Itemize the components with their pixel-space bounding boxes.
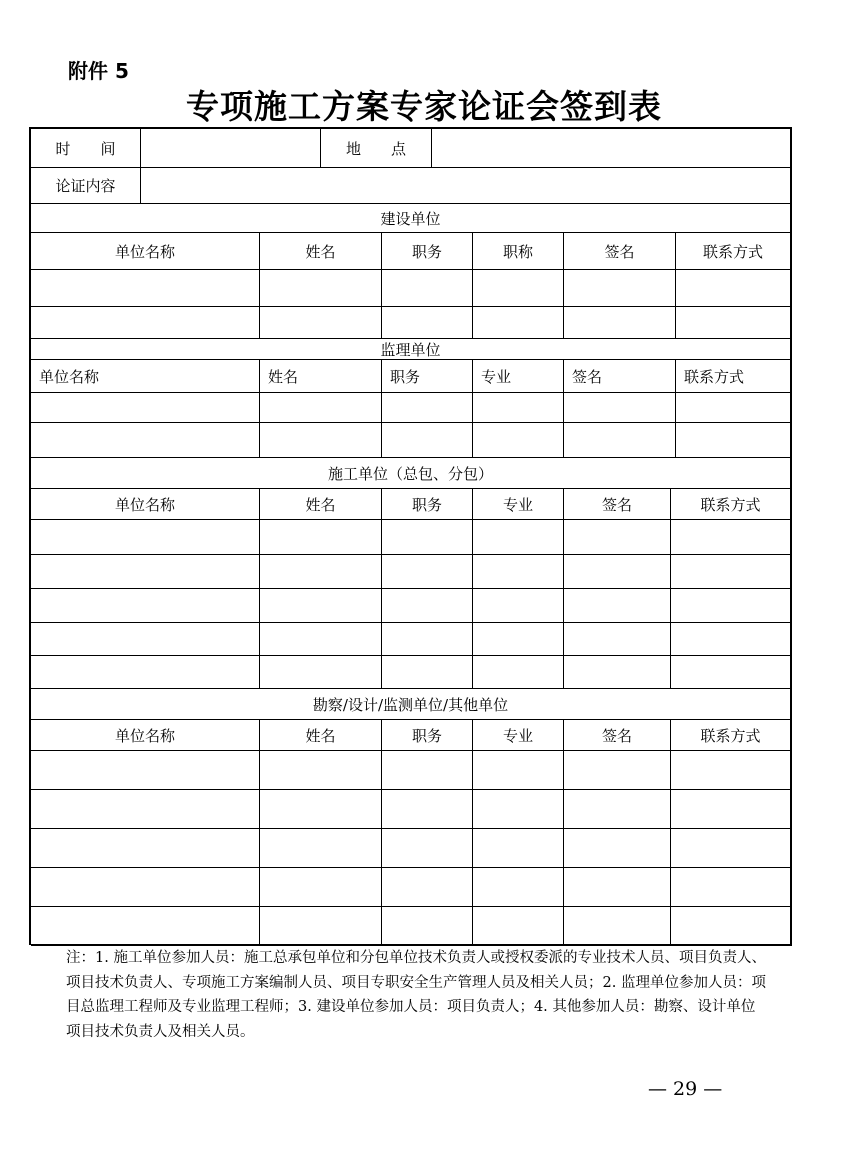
- entry-cell[interactable]: [564, 270, 676, 307]
- section-title: 勘察/设计/监测单位/其他单位: [31, 689, 792, 720]
- column-header: 职称: [473, 233, 564, 270]
- entry-cell[interactable]: [382, 751, 473, 790]
- entry-cell[interactable]: [382, 393, 473, 423]
- entry-cell[interactable]: [564, 555, 671, 589]
- entry-cell[interactable]: [676, 307, 792, 339]
- entry-cell[interactable]: [31, 270, 260, 307]
- entry-cell[interactable]: [564, 751, 671, 790]
- column-header: 联系方式: [676, 360, 792, 393]
- entry-cell[interactable]: [260, 829, 382, 868]
- column-header: 联系方式: [676, 233, 792, 270]
- section-title: 建设单位: [31, 204, 792, 233]
- entry-cell[interactable]: [676, 393, 792, 423]
- entry-cell[interactable]: [671, 751, 792, 790]
- entry-cell[interactable]: [473, 907, 564, 946]
- entry-cell[interactable]: [473, 393, 564, 423]
- entry-cell[interactable]: [31, 829, 260, 868]
- column-header: 联系方式: [671, 489, 792, 520]
- entry-cell[interactable]: [260, 790, 382, 829]
- entry-cell[interactable]: [31, 907, 260, 946]
- entry-cell[interactable]: [671, 829, 792, 868]
- column-header: 专业: [473, 720, 564, 751]
- entry-cell[interactable]: [473, 589, 564, 623]
- entry-cell[interactable]: [260, 589, 382, 623]
- entry-cell[interactable]: [260, 520, 382, 555]
- sign-in-table: [29, 127, 792, 945]
- column-header: 姓名: [260, 720, 382, 751]
- entry-cell[interactable]: [564, 907, 671, 946]
- entry-cell[interactable]: [31, 751, 260, 790]
- entry-cell[interactable]: [473, 868, 564, 907]
- column-header: 单位名称: [31, 360, 260, 393]
- page-number: — 29 —: [648, 1078, 723, 1100]
- column-header: 签名: [564, 233, 676, 270]
- entry-cell[interactable]: [671, 555, 792, 589]
- column-header: 签名: [564, 720, 671, 751]
- column-header: 职务: [382, 360, 473, 393]
- entry-cell[interactable]: [473, 270, 564, 307]
- entry-cell[interactable]: [260, 307, 382, 339]
- document-title: 专项施工方案专家论证会签到表: [186, 87, 662, 126]
- entry-cell[interactable]: [671, 520, 792, 555]
- column-header: 姓名: [260, 233, 382, 270]
- column-header: 姓名: [260, 360, 382, 393]
- entry-cell[interactable]: [473, 751, 564, 790]
- entry-cell[interactable]: [473, 520, 564, 555]
- entry-cell[interactable]: [382, 829, 473, 868]
- entry-cell[interactable]: [564, 790, 671, 829]
- entry-cell[interactable]: [564, 307, 676, 339]
- entry-cell[interactable]: [676, 270, 792, 307]
- entry-cell[interactable]: [31, 307, 260, 339]
- entry-cell[interactable]: [564, 520, 671, 555]
- entry-cell[interactable]: [31, 589, 260, 623]
- content-label: 论证内容: [31, 168, 141, 204]
- entry-cell[interactable]: [260, 555, 382, 589]
- entry-cell[interactable]: [260, 393, 382, 423]
- entry-cell[interactable]: [31, 623, 260, 656]
- entry-cell[interactable]: [473, 555, 564, 589]
- entry-cell[interactable]: [382, 623, 473, 656]
- place-field[interactable]: [432, 129, 792, 168]
- entry-cell[interactable]: [382, 307, 473, 339]
- entry-cell[interactable]: [260, 907, 382, 946]
- section-title: 监理单位: [31, 339, 792, 360]
- entry-cell[interactable]: [31, 423, 260, 458]
- section-title: 施工单位（总包、分包）: [31, 458, 792, 489]
- entry-cell[interactable]: [382, 555, 473, 589]
- entry-cell[interactable]: [382, 520, 473, 555]
- entry-cell[interactable]: [31, 656, 260, 689]
- column-header: 签名: [564, 360, 676, 393]
- entry-cell[interactable]: [676, 423, 792, 458]
- time-label: 时 间: [31, 129, 141, 168]
- entry-cell[interactable]: [473, 656, 564, 689]
- entry-cell[interactable]: [382, 907, 473, 946]
- entry-cell[interactable]: [671, 790, 792, 829]
- entry-cell[interactable]: [564, 393, 676, 423]
- entry-cell[interactable]: [671, 623, 792, 656]
- entry-cell[interactable]: [473, 307, 564, 339]
- column-header: 签名: [564, 489, 671, 520]
- entry-cell[interactable]: [382, 656, 473, 689]
- column-header: 职务: [382, 720, 473, 751]
- entry-cell[interactable]: [564, 656, 671, 689]
- column-header: 姓名: [260, 489, 382, 520]
- column-header: 专业: [473, 360, 564, 393]
- column-header: 单位名称: [31, 489, 260, 520]
- entry-cell[interactable]: [564, 423, 676, 458]
- entry-cell[interactable]: [260, 656, 382, 689]
- footnote: 注：1. 施工单位参加人员：施工总承包单位和分包单位技术负责人或授权委派的专业技术人员、项目负责人、项目技术负责人、专项施工方案编制人员、项目专职安全生产管理人员及相关人员；2. 监理单位参加人员：项目总监理工程师及专业监理工程师；3. 建设单位参加人员：项目负责人；4. 其他参加人员：勘察、设计单位项目技术负责人及相关人员。: [66, 950, 766, 1040]
- entry-cell[interactable]: [473, 790, 564, 829]
- entry-cell[interactable]: [31, 520, 260, 555]
- column-header: 单位名称: [31, 720, 260, 751]
- entry-cell[interactable]: [671, 656, 792, 689]
- entry-cell[interactable]: [564, 829, 671, 868]
- column-header: 职务: [382, 233, 473, 270]
- entry-cell[interactable]: [382, 790, 473, 829]
- attachment-label: 附件 5: [68, 59, 129, 83]
- place-label: 地 点: [321, 129, 432, 168]
- column-header: 专业: [473, 489, 564, 520]
- entry-cell[interactable]: [382, 589, 473, 623]
- entry-cell[interactable]: [671, 907, 792, 946]
- entry-cell[interactable]: [473, 423, 564, 458]
- entry-cell[interactable]: [382, 423, 473, 458]
- entry-cell[interactable]: [31, 555, 260, 589]
- entry-cell[interactable]: [260, 751, 382, 790]
- column-header: 职务: [382, 489, 473, 520]
- entry-cell[interactable]: [473, 829, 564, 868]
- content-field[interactable]: [141, 168, 792, 204]
- entry-cell[interactable]: [31, 790, 260, 829]
- entry-cell[interactable]: [564, 868, 671, 907]
- entry-cell[interactable]: [473, 623, 564, 656]
- entry-cell[interactable]: [382, 868, 473, 907]
- time-field[interactable]: [141, 129, 321, 168]
- entry-cell[interactable]: [671, 589, 792, 623]
- entry-cell[interactable]: [260, 868, 382, 907]
- entry-cell[interactable]: [260, 623, 382, 656]
- column-header: 单位名称: [31, 233, 260, 270]
- entry-cell[interactable]: [382, 270, 473, 307]
- entry-cell[interactable]: [260, 423, 382, 458]
- entry-cell[interactable]: [671, 868, 792, 907]
- entry-cell[interactable]: [260, 270, 382, 307]
- entry-cell[interactable]: [31, 868, 260, 907]
- entry-cell[interactable]: [31, 393, 260, 423]
- column-header: 联系方式: [671, 720, 792, 751]
- entry-cell[interactable]: [564, 623, 671, 656]
- entry-cell[interactable]: [564, 589, 671, 623]
